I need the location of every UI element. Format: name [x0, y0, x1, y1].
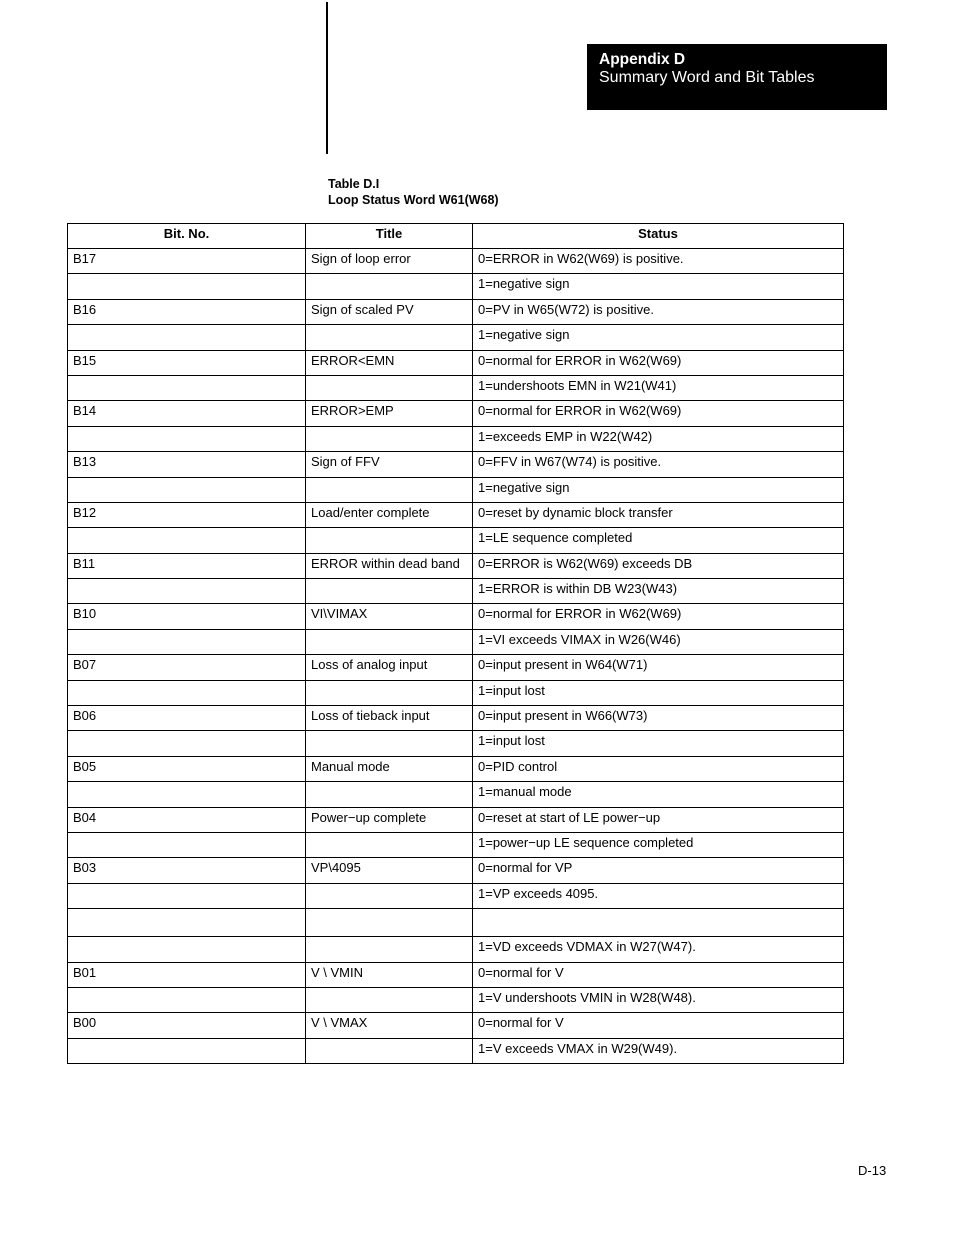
- appendix-subtitle: Summary Word and Bit Tables: [599, 69, 815, 86]
- bit-cell: [68, 937, 306, 962]
- column-header-bit: Bit. No.: [68, 224, 306, 249]
- title-cell: ERROR>EMP: [306, 401, 473, 426]
- table-caption: [328, 176, 499, 208]
- margin-rule: [326, 2, 328, 154]
- table-row: [68, 1038, 844, 1063]
- status-cell: 0=normal for ERROR in W62(W69): [473, 401, 844, 426]
- table-row: [68, 350, 844, 375]
- status-cell: 0=normal for V: [473, 1013, 844, 1038]
- table-label: Table D.I: [328, 177, 380, 191]
- bit-cell: B16: [68, 299, 306, 324]
- title-cell: [306, 477, 473, 502]
- title-cell: [306, 1038, 473, 1063]
- table-row: [68, 706, 844, 731]
- table-row: [68, 883, 844, 908]
- status-cell: 0=PID control: [473, 756, 844, 781]
- table-row: [68, 604, 844, 629]
- table-row: [68, 629, 844, 654]
- table-row: [68, 962, 844, 987]
- status-cell: 0=normal for VP: [473, 858, 844, 883]
- status-cell: 1=undershoots EMN in W21(W41): [473, 375, 844, 400]
- table-row: [68, 401, 844, 426]
- title-cell: [306, 579, 473, 604]
- bit-cell: B13: [68, 452, 306, 477]
- bit-cell: [68, 909, 306, 937]
- bit-cell: [68, 629, 306, 654]
- title-cell: [306, 426, 473, 451]
- title-cell: ERROR within dead band: [306, 553, 473, 578]
- bit-cell: B15: [68, 350, 306, 375]
- bit-cell: [68, 274, 306, 299]
- table-row: [68, 782, 844, 807]
- column-header-status: Status: [473, 224, 844, 249]
- table-row: [68, 756, 844, 781]
- table-title: Loop Status Word W61(W68): [328, 193, 499, 207]
- bit-cell: B14: [68, 401, 306, 426]
- status-cell: 1=VI exceeds VIMAX in W26(W46): [473, 629, 844, 654]
- title-cell: Sign of loop error: [306, 249, 473, 274]
- table-header-row: [68, 224, 844, 249]
- table-row: [68, 655, 844, 680]
- title-cell: V \ VMAX: [306, 1013, 473, 1038]
- status-cell: 1=VD exceeds VDMAX in W27(W47).: [473, 937, 844, 962]
- bit-cell: [68, 987, 306, 1012]
- title-cell: [306, 782, 473, 807]
- table-row: [68, 579, 844, 604]
- bit-cell: B01: [68, 962, 306, 987]
- title-cell: [306, 731, 473, 756]
- title-cell: [306, 375, 473, 400]
- table-row: [68, 375, 844, 400]
- bit-cell: [68, 731, 306, 756]
- bit-cell: B17: [68, 249, 306, 274]
- status-cell: 1=input lost: [473, 680, 844, 705]
- status-cell: 1=input lost: [473, 731, 844, 756]
- title-cell: V \ VMIN: [306, 962, 473, 987]
- bit-cell: [68, 579, 306, 604]
- bit-cell: [68, 782, 306, 807]
- page-number: D-13: [858, 1163, 887, 1178]
- table-row: [68, 909, 844, 937]
- bit-cell: B07: [68, 655, 306, 680]
- loop-status-table: [67, 223, 844, 1064]
- status-cell: 1=V exceeds VMAX in W29(W49).: [473, 1038, 844, 1063]
- table-row: [68, 858, 844, 883]
- title-cell: [306, 680, 473, 705]
- title-cell: Power−up complete: [306, 807, 473, 832]
- bit-cell: [68, 832, 306, 857]
- bit-cell: B11: [68, 553, 306, 578]
- appendix-header: [587, 44, 887, 110]
- table-row: [68, 426, 844, 451]
- table-row: [68, 502, 844, 527]
- bit-cell: B00: [68, 1013, 306, 1038]
- title-cell: Sign of FFV: [306, 452, 473, 477]
- bit-cell: B04: [68, 807, 306, 832]
- status-cell: 0=normal for V: [473, 962, 844, 987]
- table-row: [68, 731, 844, 756]
- table-row: [68, 987, 844, 1012]
- title-cell: [306, 987, 473, 1012]
- bit-cell: [68, 883, 306, 908]
- title-cell: [306, 274, 473, 299]
- title-cell: ERROR<EMN: [306, 350, 473, 375]
- table-row: [68, 274, 844, 299]
- status-cell: 1=V undershoots VMIN in W28(W48).: [473, 987, 844, 1012]
- table-body: [68, 249, 844, 1064]
- title-cell: [306, 528, 473, 553]
- bit-cell: [68, 477, 306, 502]
- bit-cell: B06: [68, 706, 306, 731]
- title-cell: Loss of analog input: [306, 655, 473, 680]
- table-row: [68, 1013, 844, 1038]
- table-row: [68, 325, 844, 350]
- bit-cell: [68, 375, 306, 400]
- table-row: [68, 528, 844, 553]
- title-cell: [306, 883, 473, 908]
- status-cell: [473, 909, 844, 937]
- status-cell: 1=power−up LE sequence completed: [473, 832, 844, 857]
- status-cell: 1=LE sequence completed: [473, 528, 844, 553]
- table-row: [68, 452, 844, 477]
- status-cell: 1=ERROR is within DB W23(W43): [473, 579, 844, 604]
- status-cell: 1=manual mode: [473, 782, 844, 807]
- title-cell: [306, 832, 473, 857]
- bit-cell: [68, 426, 306, 451]
- status-cell: 0=ERROR in W62(W69) is positive.: [473, 249, 844, 274]
- bit-cell: B03: [68, 858, 306, 883]
- bit-cell: B12: [68, 502, 306, 527]
- table-row: [68, 299, 844, 324]
- title-cell: [306, 937, 473, 962]
- title-cell: Manual mode: [306, 756, 473, 781]
- status-cell: 0=normal for ERROR in W62(W69): [473, 350, 844, 375]
- status-cell: 0=normal for ERROR in W62(W69): [473, 604, 844, 629]
- status-cell: 0=PV in W65(W72) is positive.: [473, 299, 844, 324]
- title-cell: Sign of scaled PV: [306, 299, 473, 324]
- status-cell: 1=VP exceeds 4095.: [473, 883, 844, 908]
- status-cell: 0=reset by dynamic block transfer: [473, 502, 844, 527]
- table-row: [68, 832, 844, 857]
- bit-cell: B05: [68, 756, 306, 781]
- title-cell: Load/enter complete: [306, 502, 473, 527]
- title-cell: [306, 629, 473, 654]
- status-cell: 1=negative sign: [473, 274, 844, 299]
- title-cell: VP\4095: [306, 858, 473, 883]
- table-row: [68, 937, 844, 962]
- bit-cell: B10: [68, 604, 306, 629]
- bit-cell: [68, 528, 306, 553]
- title-cell: [306, 325, 473, 350]
- table-row: [68, 807, 844, 832]
- table-row: [68, 249, 844, 274]
- column-header-title: Title: [306, 224, 473, 249]
- status-cell: 0=input present in W66(W73): [473, 706, 844, 731]
- title-cell: VI\VIMAX: [306, 604, 473, 629]
- table-row: [68, 553, 844, 578]
- title-cell: Loss of tieback input: [306, 706, 473, 731]
- bit-cell: [68, 680, 306, 705]
- table-row: [68, 680, 844, 705]
- bit-cell: [68, 325, 306, 350]
- status-cell: 0=reset at start of LE power−up: [473, 807, 844, 832]
- table-row: [68, 477, 844, 502]
- appendix-title: Appendix D: [599, 51, 686, 68]
- status-cell: 1=exceeds EMP in W22(W42): [473, 426, 844, 451]
- status-cell: 1=negative sign: [473, 477, 844, 502]
- status-cell: 1=negative sign: [473, 325, 844, 350]
- title-cell: [306, 909, 473, 937]
- bit-cell: [68, 1038, 306, 1063]
- status-cell: 0=input present in W64(W71): [473, 655, 844, 680]
- status-cell: 0=FFV in W67(W74) is positive.: [473, 452, 844, 477]
- status-cell: 0=ERROR is W62(W69) exceeds DB: [473, 553, 844, 578]
